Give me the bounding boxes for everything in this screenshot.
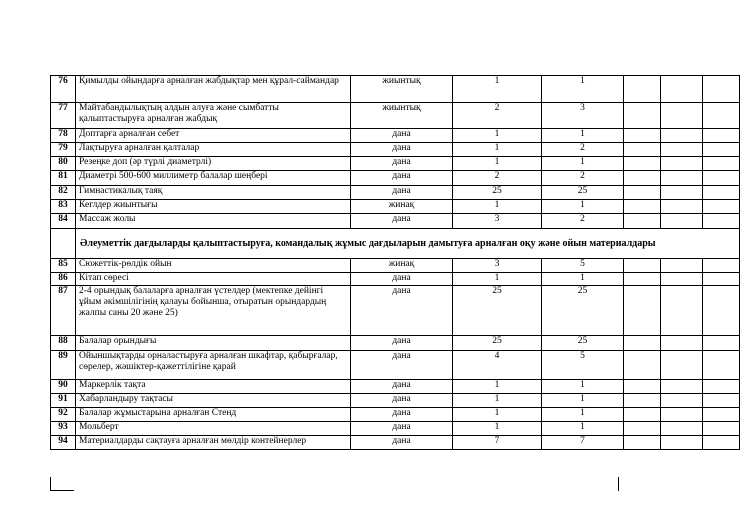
row-number: 77 (51, 103, 76, 129)
empty-cell (703, 380, 740, 394)
table-row (51, 76, 740, 103)
empty-cell (703, 103, 740, 129)
quantity-1: 3 (453, 214, 542, 229)
quantity-1: 25 (453, 186, 542, 200)
quantity-2: 3 (542, 103, 624, 129)
table-row (51, 336, 740, 351)
empty-cell (624, 351, 661, 380)
empty-cell (624, 380, 661, 394)
empty-cell (661, 171, 703, 186)
empty-cell (624, 157, 661, 171)
quantity-1: 25 (453, 286, 542, 336)
quantity-1: 1 (453, 273, 542, 286)
empty-cell (624, 422, 661, 436)
row-number: 85 (51, 259, 76, 273)
table-section (51, 229, 740, 259)
unit-of-measure: дана (351, 380, 453, 394)
empty-cell (703, 394, 740, 408)
empty-cell (703, 157, 740, 171)
empty-cell (661, 351, 703, 380)
quantity-1: 2 (453, 171, 542, 186)
item-name: Кеглдер жиынтығы (76, 200, 351, 214)
equipment-table (50, 75, 740, 450)
row-number: 89 (51, 351, 76, 380)
table-body-part-1 (51, 76, 740, 229)
empty-cell (661, 422, 703, 436)
table-row (51, 157, 740, 171)
empty-cell (624, 436, 661, 450)
unit-of-measure: жинақ (351, 200, 453, 214)
empty-cell (703, 186, 740, 200)
quantity-1: 1 (453, 422, 542, 436)
empty-cell (661, 286, 703, 336)
empty-cell (661, 436, 703, 450)
quantity-1: 1 (453, 157, 542, 171)
quantity-2: 2 (542, 143, 624, 157)
quantity-2: 7 (542, 436, 624, 450)
table-row (51, 286, 740, 336)
table-row (51, 351, 740, 380)
section-title: Әлеуметтік дағдыларды қалыптастыруға, командалық жұмыс дағдыларын дамытуға арналған оқу және ойын материалдары (76, 229, 740, 259)
empty-cell (661, 103, 703, 129)
unit-of-measure: дана (351, 286, 453, 336)
empty-cell (703, 259, 740, 273)
unit-of-measure: дана (351, 186, 453, 200)
unit-of-measure: дана (351, 394, 453, 408)
table-row (51, 273, 740, 286)
empty-cell (661, 129, 703, 143)
unit-of-measure: дана (351, 422, 453, 436)
table-row (51, 380, 740, 394)
quantity-1: 1 (453, 200, 542, 214)
empty-cell (624, 186, 661, 200)
row-number: 91 (51, 394, 76, 408)
empty-cell (703, 422, 740, 436)
empty-cell (703, 286, 740, 336)
trailing-right-rule (618, 477, 619, 491)
unit-of-measure: дана (351, 336, 453, 351)
quantity-1: 4 (453, 351, 542, 380)
empty-cell (661, 380, 703, 394)
unit-of-measure: дана (351, 171, 453, 186)
empty-cell (703, 200, 740, 214)
quantity-2: 5 (542, 259, 624, 273)
item-name: Материалдарды сақтауға арналған мөлдір контейнерлер (76, 436, 351, 450)
quantity-1: 3 (453, 259, 542, 273)
unit-of-measure: жинақ (351, 259, 453, 273)
empty-cell (703, 336, 740, 351)
table-row (51, 200, 740, 214)
quantity-2: 1 (542, 394, 624, 408)
empty-cell (661, 259, 703, 273)
row-number: 93 (51, 422, 76, 436)
table-row (51, 394, 740, 408)
empty-cell (624, 129, 661, 143)
section-number-cell (51, 229, 76, 259)
row-number: 80 (51, 157, 76, 171)
empty-cell (624, 171, 661, 186)
row-number: 76 (51, 76, 76, 103)
unit-of-measure: дана (351, 143, 453, 157)
quantity-2: 1 (542, 129, 624, 143)
row-number: 84 (51, 214, 76, 229)
row-number: 78 (51, 129, 76, 143)
quantity-2: 25 (542, 286, 624, 336)
quantity-1: 1 (453, 380, 542, 394)
row-number: 82 (51, 186, 76, 200)
quantity-2: 1 (542, 273, 624, 286)
item-name: Сюжеттік-рөлдік ойын (76, 259, 351, 273)
quantity-2: 2 (542, 214, 624, 229)
table-row (51, 422, 740, 436)
quantity-2: 25 (542, 186, 624, 200)
empty-cell (624, 143, 661, 157)
item-name: Хабарландыру тақтасы (76, 394, 351, 408)
item-name: Балалар орындығы (76, 336, 351, 351)
unit-of-measure: жиынтық (351, 76, 453, 103)
trailing-left-rule (50, 477, 51, 491)
table-row (51, 129, 740, 143)
quantity-1: 1 (453, 129, 542, 143)
empty-cell (624, 200, 661, 214)
quantity-1: 25 (453, 336, 542, 351)
row-number: 79 (51, 143, 76, 157)
table-row (51, 408, 740, 422)
quantity-2: 5 (542, 351, 624, 380)
unit-of-measure: дана (351, 436, 453, 450)
table-body-part-2 (51, 259, 740, 450)
unit-of-measure: жиынтық (351, 103, 453, 129)
row-number: 83 (51, 200, 76, 214)
quantity-1: 1 (453, 143, 542, 157)
empty-cell (624, 76, 661, 103)
row-number: 86 (51, 273, 76, 286)
empty-cell (703, 143, 740, 157)
quantity-1: 1 (453, 76, 542, 103)
item-name: Мольберт (76, 422, 351, 436)
table-row (51, 436, 740, 450)
empty-cell (703, 408, 740, 422)
empty-cell (703, 436, 740, 450)
unit-of-measure: дана (351, 214, 453, 229)
empty-cell (703, 129, 740, 143)
quantity-1: 7 (453, 436, 542, 450)
table-row (51, 186, 740, 200)
unit-of-measure: дана (351, 129, 453, 143)
row-number: 92 (51, 408, 76, 422)
item-name: Маркерлік тақта (76, 380, 351, 394)
empty-cell (624, 259, 661, 273)
item-name: Лақтыруға арналған қалталар (76, 143, 351, 157)
item-name: 2-4 орындық балаларға арналған үстелдер (мектепке дейінгі ұйым әкімшілігінің қалауы бойынша, отыратын орындардың жалпы саны 20 және 25) (76, 286, 351, 336)
empty-cell (624, 336, 661, 351)
row-number: 90 (51, 380, 76, 394)
item-name: Диаметрі 500-600 миллиметр балалар шеңбері (76, 171, 351, 186)
empty-cell (624, 286, 661, 336)
quantity-1: 1 (453, 394, 542, 408)
item-name: Резеңке доп (әр түрлі диаметрлі) (76, 157, 351, 171)
footnote-separator (50, 490, 74, 491)
empty-cell (624, 408, 661, 422)
quantity-2: 1 (542, 380, 624, 394)
item-name: Ойыншықтарды орналастыруға арналған шкафтар, қабырғалар, сөрелер, жәшіктер-қажеттілігіне қарай (76, 351, 351, 380)
table-row (51, 214, 740, 229)
empty-cell (661, 200, 703, 214)
quantity-1: 2 (453, 103, 542, 129)
row-number: 81 (51, 171, 76, 186)
quantity-2: 1 (542, 76, 624, 103)
empty-cell (703, 351, 740, 380)
quantity-2: 1 (542, 422, 624, 436)
section-header-row (51, 229, 740, 259)
empty-cell (703, 76, 740, 103)
item-name: Қимылды ойындарға арналған жабдықтар мен құрал-саймандар (76, 76, 351, 103)
empty-cell (661, 408, 703, 422)
quantity-2: 1 (542, 200, 624, 214)
empty-cell (624, 103, 661, 129)
item-name: Майтабандылықтың алдын алуға және сымбатты қалыптастыруға арналған жабдық (76, 103, 351, 129)
table-row (51, 103, 740, 129)
empty-cell (624, 394, 661, 408)
row-number: 94 (51, 436, 76, 450)
quantity-2: 2 (542, 171, 624, 186)
row-number: 88 (51, 336, 76, 351)
unit-of-measure: дана (351, 408, 453, 422)
unit-of-measure: дана (351, 351, 453, 380)
empty-cell (661, 273, 703, 286)
item-name: Гимнастикалық таяқ (76, 186, 351, 200)
table-row (51, 143, 740, 157)
table-row (51, 171, 740, 186)
empty-cell (661, 186, 703, 200)
row-number: 87 (51, 286, 76, 336)
empty-cell (624, 273, 661, 286)
quantity-2: 1 (542, 157, 624, 171)
item-name: Балалар жұмыстарына арналған Стенд (76, 408, 351, 422)
empty-cell (703, 273, 740, 286)
empty-cell (703, 214, 740, 229)
item-name: Кітап сөресі (76, 273, 351, 286)
empty-cell (661, 157, 703, 171)
unit-of-measure: дана (351, 157, 453, 171)
empty-cell (661, 76, 703, 103)
empty-cell (661, 214, 703, 229)
quantity-2: 25 (542, 336, 624, 351)
item-name: Доптарға арналған себет (76, 129, 351, 143)
quantity-1: 1 (453, 408, 542, 422)
table-row (51, 259, 740, 273)
empty-cell (661, 336, 703, 351)
quantity-2: 1 (542, 408, 624, 422)
empty-cell (703, 171, 740, 186)
item-name: Массаж жолы (76, 214, 351, 229)
empty-cell (661, 143, 703, 157)
empty-cell (661, 394, 703, 408)
empty-cell (624, 214, 661, 229)
unit-of-measure: дана (351, 273, 453, 286)
